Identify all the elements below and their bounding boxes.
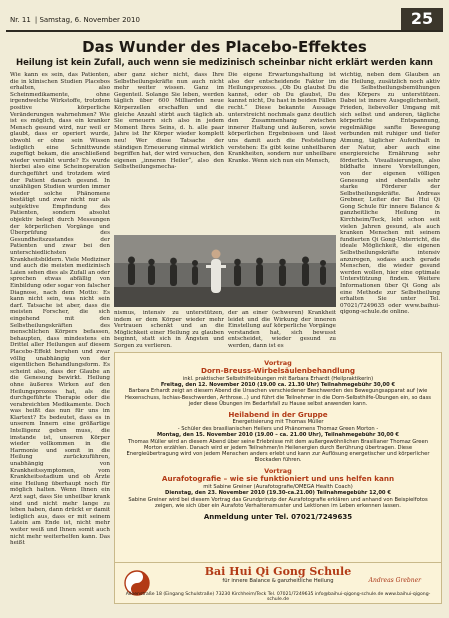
column-text: aber ganz sicher nicht, dass Ihre Selbstheilungskräfte nun auch nicht mehr weiter wissen. Ganz im Gegenteil. Solange Sie leben, werden täglich über 600 Milliarden neue Körperzellen erschaffen und die gleiche Anzahl stirbt auch täglich ab. Sie erneuern sich also in jedem Moment Ihres Seins, d. h. alle paar Jahre ist Ihr Körper wieder komplett neu! Wer diese Tatsache der ständigen Erneuerung einmal wirklich begriffen hat, der wird versuchen, den eigenen „inneren Heiler“, also den Selbstheilungsmecha- xyxy=(114,72,224,171)
article-column-1 xyxy=(10,72,110,600)
article-column-3-continued xyxy=(228,310,336,350)
event-2-subtitle: Energetisierung mit Thomas Müller xyxy=(232,419,324,426)
page-number: 25 xyxy=(401,8,443,30)
event-3-title: Aurafotografie – wie sie funktioniert und uns helfen kann xyxy=(161,474,395,484)
event-2-subtitle-2: - Schüler des brasilianischen Heilers und Phänomens Thomaz Green Morton - xyxy=(177,425,379,432)
article-subtitle: Heilung ist kein Zufall, auch wenn sie medizinisch scheinbar nicht erklärt werden kann xyxy=(16,58,433,68)
event-1-label: Vortrag xyxy=(264,359,292,367)
page-header xyxy=(6,8,443,32)
advertisement-box xyxy=(114,352,442,604)
event-2 xyxy=(115,411,441,464)
article-column-2 xyxy=(114,72,224,232)
article-column-4 xyxy=(340,72,440,352)
article-title: Das Wunder des Placebo-Effektes xyxy=(82,38,367,56)
school-name: Bai Hui Qi Gong Schule xyxy=(204,565,352,578)
school-address: Alleenstraße 18 (Eingang Schulstraße) 73230 Kirchheim/Teck Tel. 07021/7249635 info@baihui-qigong-schule.de www.baihui-qigong-schule.de xyxy=(125,592,431,602)
school-tagline: für innere Balance & ganzheitliche Heilung xyxy=(222,578,334,584)
column-text: wichtig, neben dem Glauben an die Heilung, zusätzlich noch aktiv die Selbstheilungsbemühungen des Körpers zu unterstützen. Dabei ist innere Ausgeglichenheit, Frieden, liebevoller Umgang mit sich selbst und anderen, tägliche körperliche Entspannung, regelmäßige sanfte Bewegung verbunden mit ruhiger und tiefer Atmung, täglicher Aufenthalt in der Natur, aber auch eine energiereiche Ernährung sehr förderlich. Visualisierungen, also bildhafte innere Vorstellungen, von der eigenen völligen Genesung sind ebenfalls sehr starke Förderer der Selbstheilungskräfte. Andreas Grebner, Leiter der Bai Hui Qi Gong Schule für innere Balance & ganzheitliche Heilung in Kirchheim/Teck, lebt schon seit vielen Jahren gesund, als auch kranken Menschen mit seinem fundierten Qi Gong-Unterricht, die ideale Möglichkeit, die eigenen Selbstheilungskräfte intensiv anzuregen, sodass auch gerade Menschen, die wieder gesund werden wollen, hier eine optimale Unterstützung finden. Weitere Informationen über Qi Gong als eine Methode zur Selbstheilung erhalten Sie unter Tel. 07021/7249635 oder www.baihui-qigong-schule.de online. xyxy=(340,72,440,316)
event-3-date: Dienstag, den 23. November 2010 (19.30-ca.21.00) Teilnahmegebühr 12,00 € xyxy=(165,490,391,497)
header-meta: Nr. 11 | Samstag, 6. November 2010 xyxy=(10,16,140,24)
event-1-title: Dorn-Breuss-Wirbelsäulenbehandlung xyxy=(201,366,355,375)
event-3-subtitle: mit Sabine Greiner (Aurafotografie/OMEGA Health Coach) xyxy=(203,483,353,490)
qigong-group-photo xyxy=(114,235,336,307)
event-1-subtitle: inkl. praktischer Selbsthilfeübungen mit Barbara Erhardt (Heilpraktikerin) xyxy=(182,375,374,382)
event-1-text: Barbara Erhardt zeigt an diesem Abend die Ursachen verschiedener Beschwerden des Bewegungsapparat auf (wie Hexenschuss, Ischias-Beschwerden, Arthrose...) und führt die Teilnehmer in die Dorn-Selbsthilfe-Übungen ein, so dass jeder diese Übungen im Bedarfsfall zu Hause selbst anwenden kann. xyxy=(125,388,431,407)
event-1 xyxy=(115,359,441,407)
signature: Andreas Grebner xyxy=(368,577,421,584)
event-1-date: Freitag, den 12. November 2010 (19.00 ca. 21.30 Uhr) Teilnahmegebühr 30,00 € xyxy=(160,381,396,388)
event-2-text: Thomas Müller wird an diesem Abend über seine Erlebnisse mit dem außergewöhnlichen Brasilianer Thomaz Green Morton erzählen. Danach wird er jedem Teilnehmer/in Heilenergien durch Berührung übertragen. Diese Energieübertragung wird von jedem Menschen anders erlebt und kann zur Auflösung energetischer und körperlicher Blockaden führen. xyxy=(126,438,430,464)
issue-number: Nr. 11 xyxy=(10,16,31,24)
photo-illustration xyxy=(114,235,336,307)
column-text: der an einer (schweren) Krankheit leidet und die Wirkung der inneren Einstellung auf körperliche Vorgänge verstanden hat, sich bewusst entscheidet, wieder gesund zu werden, dann ist es xyxy=(228,310,336,349)
event-2-title: Heilabend in der Gruppe xyxy=(228,409,328,419)
issue-date: Samstag, 6. November 2010 xyxy=(39,16,140,24)
school-logo-footer xyxy=(115,562,441,603)
article-column-2-continued xyxy=(114,310,224,350)
column-text: nismus, intensiv zu unterstützen, indem er dem Körper wieder mehr Vertrauen schenkt und an die Möglichkeit einer Heilung zu glauben beginnt, statt sich in Ängsten und Sorgen zu verlieren. xyxy=(114,310,224,349)
event-3-text: Sabine Greiner wird bei diesem Vortrag das Grundprinzip der Aurafotografie erklären und anhand von Beispielfotos zeigen, wie sich über ein Aurafoto Verhaltensmuster und Lektionen im Leben erkennen lassen. xyxy=(128,496,428,509)
event-2-date: Montag, den 15. November 2010 (19.00 – ca. 21.00 Uhr), Teilnahmegebühr 30,00 € xyxy=(156,432,400,439)
article-column-3 xyxy=(228,72,336,232)
column-text: Die eigene Erwartungshaltung ist also der entscheidende Faktor im Heilungsprozess. „Ob Du glaubst Du kannst, oder ob Du glaubst, Du kannst nicht, Du hast in beiden Fällen recht.“ Diese bekannte Aussage unterstreicht nochmals ganz deutlich den Zusammenhang zwischen innerer Haltung und äußeren, sowie körperlichen Ergebnissen und lässt uns damit auch die Feststellung verstehen: Es gibt keine unheilbaren Krankheiten, sondern nur unheilbare Kranke. Wenn sich nun ein Mensch, xyxy=(228,72,336,164)
event-3 xyxy=(115,467,441,521)
event-3-label: Vortrag xyxy=(264,467,292,476)
registration-phone: Anmeldung unter Tel. 07021/7249635 xyxy=(203,513,353,522)
column-text: Wie kann es sein, das Patienten, die in klinischen Studien Placebos erhalten, also Scheinmedikamente, ohne irgendwelche Wirkstoffe, trotzdem positive körperliche Veränderungen wahrnehmen? Wie ist es möglich, dass ein kranker Mensch gesund wird, nur weil er glaubt, dass er operiert wurde, obwohl er ohne sein Wissen lediglich eine Schnittwunde zugefügt bekam, die anschließend wieder vernäht wurde? Es wurde hierbei also eine Scheinoperation durchgeführt und trotzdem wird der Patient danach gesund. In unzähligen Studien wurden immer wieder solche Phänomene bestätigt und zwar nicht nur als subjektive Empfindung des Patienten, sondern absolut objektiv belegt durch Messungen der körperlichen Vorgänge und Überprüfung des Gesundheitszustandes der Patienten und zwar bei den unterschiedlichsten Krankheitsbildern. Viele Mediziner und auch die meisten medizinisch Laien sehen dies als Zufall an oder sprechen etwas abfällig von Einbildung oder sogar von falscher Diagnose, nach dem Motto: Es kann nicht sein, was nicht sein darf. Tatsache ist aber, dass die meisten Forscher, die sich eingehend mit den Selbstheilungskräften des menschlichen Körpers befassen, behaupten, dass mindestens ein Drittel aller Heilungen auf diesem Placebo-Effekt beruhen und zwar völlig unabhängig von der eigentlichen Behandlungsform. Es scheint also, dass der Glaube an die Genesung bewirkt. Heilung ohne äußeres Wirken auf den Heilungsprozess hat, als die durchgeführte Therapie oder die verabreichten Medikamente. Doch was heißt das nun für uns im Klartext? Es bedeutet, dass es in unserem Innern eine größartige Intelligenz geben muss, die imstande ist, unseren Körper wieder vollkommen in die Harmonie und somit in die Heilung zurückzuführen, unabhängig von Krankheitssymptomen, vom Krankheitsstadium und ob Ärzte eine Heilung überhaupt noch für möglich halten. Wenn Ihnen ein Arzt sagt, dass Sie unheilbar krank sind und nicht mehr lange zu leben haben, dann drückt er damit lediglich aus, dass er mit seinem Latein am Ende ist, nicht mehr weiter weiß und Ihnen somit auch nicht mehr weiterhelfen kann. Das heißt xyxy=(10,72,110,547)
